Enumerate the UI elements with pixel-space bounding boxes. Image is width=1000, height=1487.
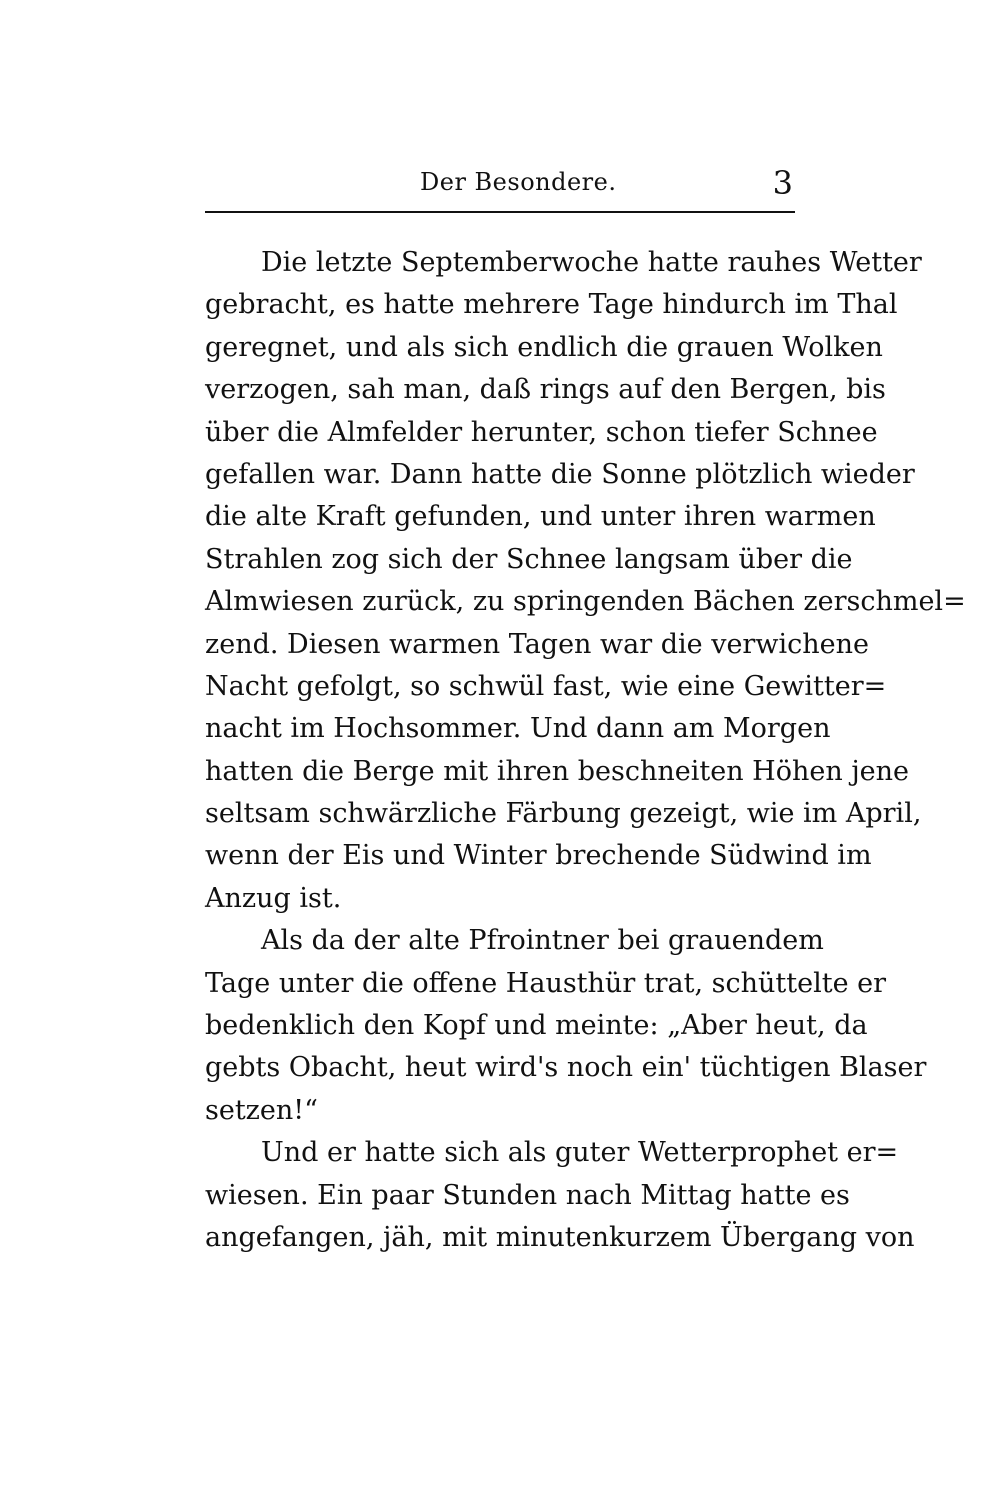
- text-line: nacht im Hochsommer. Und dann am Morgen: [205, 713, 831, 745]
- text-line: Tage unter die offene Hausthür trat, schüttelte er: [205, 967, 887, 999]
- header-rule: [205, 211, 795, 213]
- text-line: Anzug ist.: [205, 882, 342, 914]
- text-line: gebracht, es hatte mehrere Tage hindurch im Thal: [205, 289, 898, 321]
- text-line: hatten die Berge mit ihren beschneiten Höhen jene: [205, 755, 910, 787]
- text-line: bedenklich den Kopf und meinte: „Aber heut, da: [205, 1010, 868, 1042]
- text-line: wiesen. Ein paar Stunden nach Mittag hatte es: [205, 1179, 850, 1211]
- page-number: 3: [772, 164, 793, 202]
- running-head: [205, 164, 795, 208]
- text-line: verzogen, sah man, daß rings auf den Bergen, bis: [205, 374, 886, 406]
- body-text: [205, 242, 966, 1259]
- text-line: Strahlen zog sich der Schnee langsam über die: [205, 543, 853, 575]
- text-line: wenn der Eis und Winter brechende Südwind im: [205, 840, 872, 872]
- text-line: die alte Kraft gefunden, und unter ihren warmen: [205, 501, 876, 533]
- text-line: Als da der alte Pfrointner bei grauendem: [261, 925, 824, 957]
- text-line: zend. Diesen warmen Tagen war die verwichene: [205, 628, 869, 660]
- text-line: angefangen, jäh, mit minutenkurzem Übergang von: [205, 1221, 915, 1253]
- text-line: Die letzte Septemberwoche hatte rauhes Wetter: [261, 247, 922, 278]
- text-line: gefallen war. Dann hatte die Sonne plötzlich wieder: [205, 458, 915, 490]
- text-line: seltsam schwärzliche Färbung gezeigt, wie im April,: [205, 798, 922, 830]
- running-title: Der Besondere.: [420, 168, 617, 196]
- text-line: Almwiesen zurück, zu springenden Bächen zerschmel=: [205, 586, 966, 618]
- text-line: geregnet, und als sich endlich die grauen Wolken: [205, 331, 883, 363]
- text-line: gebts Obacht, heut wird's noch ein' tüchtigen Blaser: [205, 1052, 927, 1084]
- text-line: über die Almfelder herunter, schon tiefer Schnee: [205, 416, 878, 448]
- text-line: Und er hatte sich als guter Wetterprophet er=: [261, 1137, 899, 1169]
- text-line: setzen!“: [205, 1094, 318, 1126]
- text-line: Nacht gefolgt, so schwül fast, wie eine Gewitter=: [205, 670, 887, 702]
